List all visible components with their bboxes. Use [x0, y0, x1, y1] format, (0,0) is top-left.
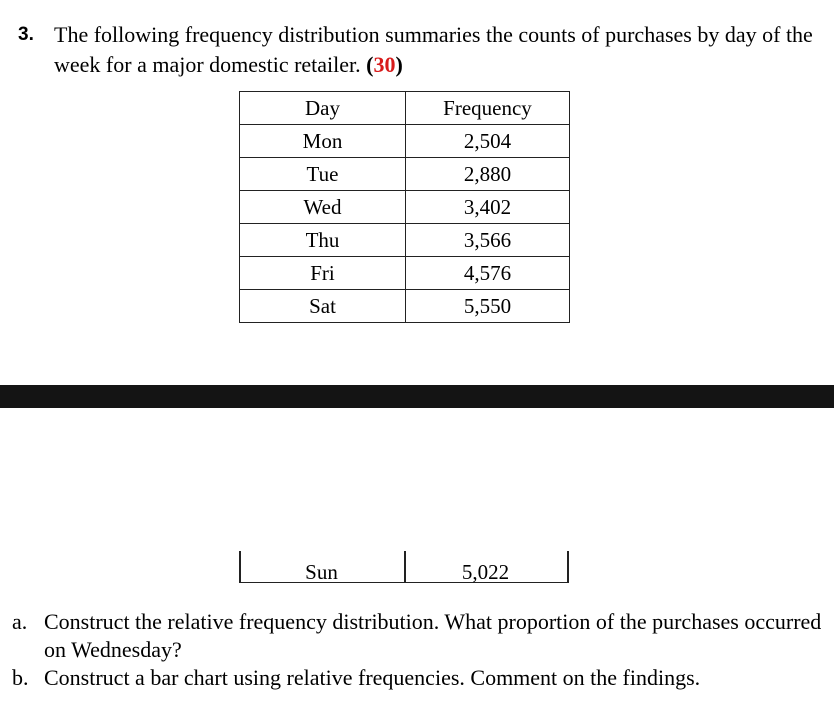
frequency-cell: 5,022	[461, 560, 510, 584]
points-open: (	[366, 52, 374, 77]
points-badge	[366, 52, 403, 77]
question-text	[54, 20, 824, 80]
frequency-cell: 4,576	[406, 257, 570, 290]
question-number: 3.	[18, 24, 34, 45]
header-day: Day	[240, 92, 406, 125]
table-row	[240, 224, 570, 257]
table-header-row	[240, 92, 570, 125]
frequency-table	[239, 91, 570, 323]
cell-border-right	[567, 551, 569, 583]
frequency-cell: 5,550	[406, 290, 570, 323]
day-cell: Mon	[240, 125, 406, 158]
day-cell: Thu	[240, 224, 406, 257]
day-cell: Sun	[305, 560, 338, 584]
part-a-text: Construct the relative frequency distribution. What proportion of the purchases occurred on Wednesday?	[44, 609, 822, 662]
page-break-band	[0, 385, 834, 408]
header-frequency: Frequency	[406, 92, 570, 125]
day-cell: Sat	[240, 290, 406, 323]
part-b-text: Construct a bar chart using relative frequencies. Comment on the findings.	[44, 665, 701, 690]
day-cell: Tue	[240, 158, 406, 191]
table-row	[240, 191, 570, 224]
part-b	[12, 664, 828, 692]
frequency-cell: 3,566	[406, 224, 570, 257]
part-a	[12, 608, 828, 664]
day-cell: Fri	[240, 257, 406, 290]
question-body: The following frequency distribution summaries the counts of purchases by day of the week for a major domestic retailer.	[54, 22, 813, 77]
table-row	[240, 158, 570, 191]
part-b-label: b.	[12, 665, 29, 690]
part-a-label: a.	[12, 609, 28, 634]
frequency-cell: 2,504	[406, 125, 570, 158]
points-close: )	[395, 52, 403, 77]
table-row-continued	[239, 551, 569, 583]
table-row	[240, 257, 570, 290]
table-row	[240, 290, 570, 323]
frequency-cell: 2,880	[406, 158, 570, 191]
frequency-cell: 3,402	[406, 191, 570, 224]
table-row	[240, 125, 570, 158]
day-cell: Wed	[240, 191, 406, 224]
points-value: 30	[373, 52, 396, 77]
